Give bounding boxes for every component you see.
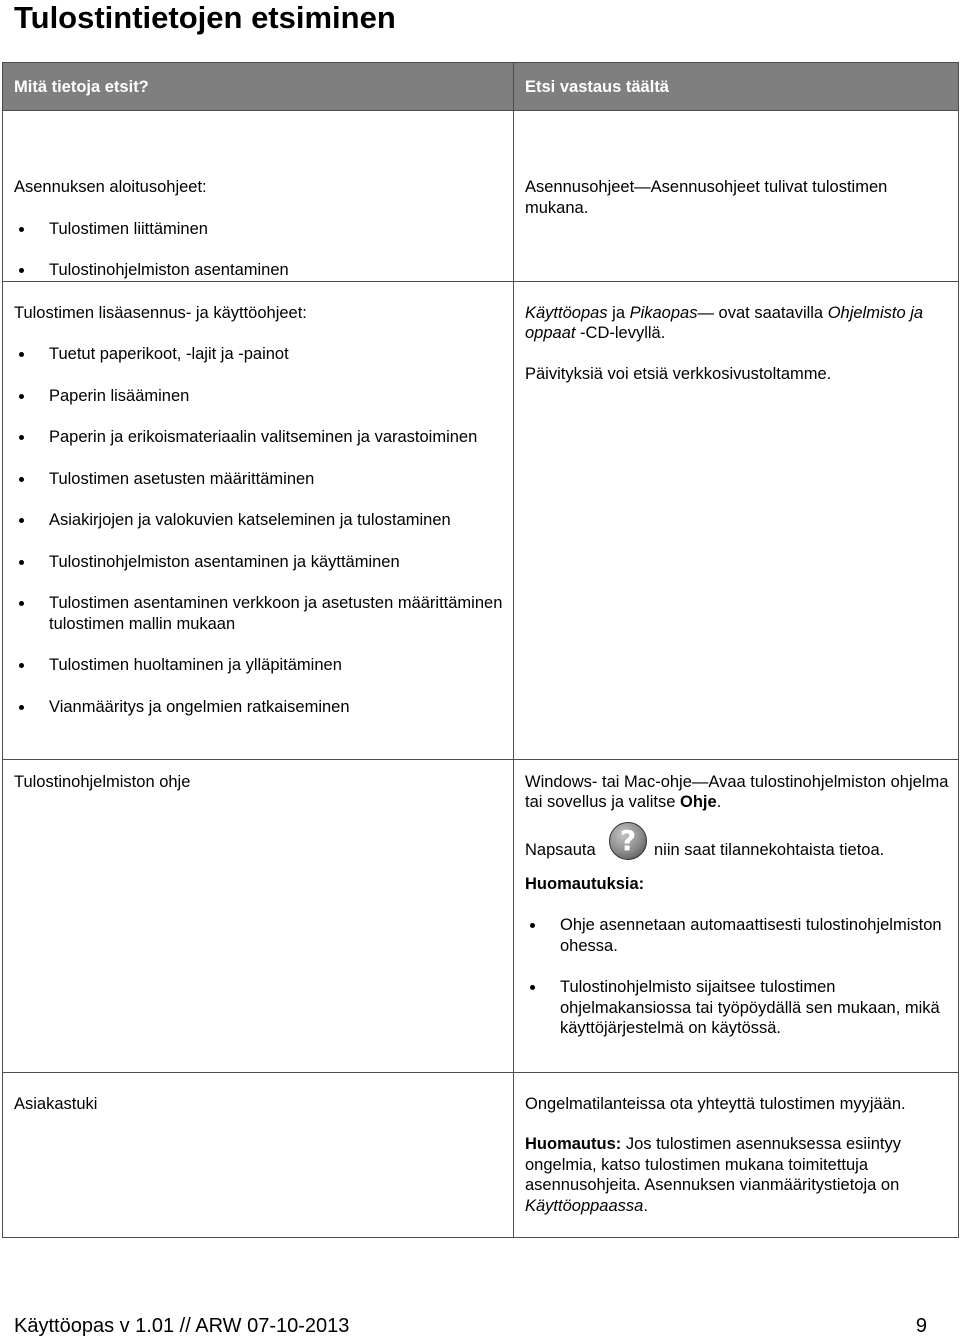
row2-list — [14, 344, 505, 717]
row1-intro: Asennuksen aloitusohjeet: — [14, 178, 207, 196]
row4-answer — [514, 1072, 959, 1237]
help-instructions: Windows- tai Mac-ohje—Avaa tulostinohjelmiston ohjelma tai sovellus ja valitse Ohje. — [525, 772, 949, 811]
click-text: Napsauta — [525, 840, 596, 859]
support-text: Ongelmatilanteissa ota yhteyttä tulostimen myyjään. — [525, 1094, 906, 1113]
user-guide-title: Käyttöopas — [525, 303, 608, 322]
list-item: Tulostimen liittäminen — [14, 219, 505, 240]
user-guide-ref: Käyttöoppaassa — [525, 1196, 644, 1215]
row2-answer — [514, 281, 959, 759]
list-item: Ohje asennetaan automaattisesti tulostinohjelmiston ohessa. — [525, 915, 950, 956]
notes-list — [525, 915, 950, 1039]
page-title: Tulostintietojen etsiminen — [14, 0, 396, 35]
notes-title: Huomautuksia: — [525, 874, 645, 893]
footer-doc-info: Käyttöopas v 1.01 // ARW 07-10-2013 — [14, 1315, 350, 1337]
list-item: Paperin ja erikoismateriaalin valitseminen ja varastoiminen — [14, 427, 505, 448]
header-what: Mitä tietoja etsit? — [3, 63, 514, 111]
info-table — [2, 62, 959, 1238]
help-click-line — [525, 823, 950, 869]
updates-text: Päivityksiä voi etsiä verkkosivustoltamme. — [525, 364, 832, 383]
row1-answer: Asennusohjeet—Asennusohjeet tulivat tulostimen mukana. — [514, 111, 959, 282]
list-item: Asiakirjojen ja valokuvien katseleminen ja tulostaminen — [14, 510, 505, 531]
row3-label: Tulostinohjelmiston ohje — [3, 759, 514, 1072]
list-item: Tulostimen huoltaminen ja ylläpitäminen — [14, 655, 505, 676]
table-row — [3, 1072, 959, 1237]
row2-question — [3, 281, 514, 759]
note-label: Huomautus: — [525, 1135, 622, 1153]
list-item: Tulostimen asetusten määrittäminen — [14, 469, 505, 490]
header-where: Etsi vastaus täältä — [514, 63, 959, 111]
table-header-row — [3, 63, 959, 111]
list-item: Vianmääritys ja ongelmien ratkaiseminen — [14, 697, 505, 718]
table-row — [3, 759, 959, 1072]
help-question-icon: ? — [609, 822, 647, 860]
list-item: Tulostimen asentaminen verkkoon ja asetusten määrittäminen tulostimen mallin mukaan — [14, 593, 505, 634]
row3-answer — [514, 759, 959, 1072]
table-row — [3, 281, 959, 759]
table-row — [3, 111, 959, 282]
support-note: Huomautus: Jos tulostimen asennuksessa esiintyy ongelmia, katso tulostimen mukana toimitettuja asennusohjeita. Asennuksen vianmääritystietoja on Käyttöoppaassa. — [525, 1135, 901, 1215]
page-footer — [14, 1314, 927, 1338]
list-item: Tulostinohjelmiston asentaminen — [14, 260, 505, 281]
list-item: Tuetut paperikoot, -lajit ja -painot — [14, 344, 505, 365]
row1-list — [14, 219, 505, 281]
help-word: Ohje — [680, 793, 717, 811]
manuals-availability: Käyttöopas ja Pikaopas— ovat saatavilla Ohjelmisto ja oppaat -CD-levyllä. — [525, 303, 924, 342]
row4-label: Asiakastuki — [3, 1072, 514, 1237]
row2-intro: Tulostimen lisäasennus- ja käyttöohjeet: — [14, 303, 307, 322]
cd-title: Ohjelmisto ja oppaat — [525, 303, 924, 342]
page-number: 9 — [915, 1315, 927, 1337]
click-suffix: niin saat tilannekohtaista tietoa. — [654, 840, 885, 859]
list-item: Paperin lisääminen — [14, 386, 505, 407]
list-item: Tulostinohjelmiston asentaminen ja käyttäminen — [14, 552, 505, 573]
quick-guide-title: Pikaopas — [629, 303, 698, 322]
list-item: Tulostinohjelmisto sijaitsee tulostimen ohjelmakansiossa tai työpöydällä sen mukaan, mikä käyttöjärjestelmä on käytössä. — [525, 977, 950, 1039]
row1-question — [3, 111, 514, 282]
